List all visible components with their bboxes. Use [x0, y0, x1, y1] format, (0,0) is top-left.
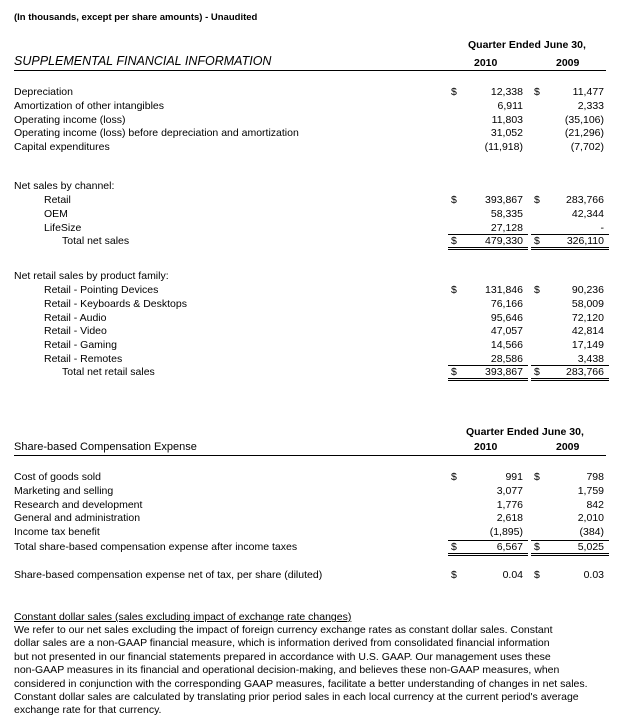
sbc-total-label: Total share-based compensation expense after income taxes [14, 541, 298, 553]
channel-heading: Net sales by channel: [14, 180, 115, 192]
supplemental-row-value-2009: (21,296) [564, 127, 604, 140]
supplemental-row-value-2009: (35,106) [564, 113, 604, 126]
paragraph-line: but not presented in our financial statements prepared in accordance with U.S. GAAP. Our management uses these [14, 650, 551, 663]
family-row-value-2009: 42,814 [571, 325, 604, 338]
channel-row-value-2009: 42,344 [571, 207, 604, 220]
sbc-row-value-2010: (1,895) [489, 526, 523, 539]
sbc-row-value-2010: 2,618 [496, 512, 523, 525]
family-row-label: Retail - Pointing Devices [44, 284, 159, 296]
channel-row-label: LifeSize [44, 221, 82, 234]
sbc-row-value-2010: 1,776 [496, 498, 523, 511]
total-net-retail-sales-dollar-2010: $ [451, 366, 457, 378]
channel-row-label: OEM [44, 207, 68, 220]
total-double-rule [531, 553, 609, 556]
total-net-retail-sales-value-2010: 393,867 [485, 366, 523, 378]
sbc-row-label: General and administration [14, 512, 141, 525]
sbc-title: Share-based Compensation Expense [14, 441, 197, 453]
supplemental-row-dollar-2010: $ [451, 86, 457, 98]
supplemental-row-label: Capital expenditures [14, 141, 110, 154]
header-rule-1 [14, 70, 606, 71]
total-double-rule [448, 247, 528, 250]
family-row-value-2010: 28,586 [490, 353, 523, 365]
sbc-row-value-2009: 842 [586, 498, 604, 511]
family-row-value-2010: 14,566 [490, 339, 523, 352]
period-header-1: Quarter Ended June 30, [468, 39, 586, 51]
sbc-per-share-label: Share-based compensation expense net of tax, per share (diluted) [14, 569, 323, 581]
supplemental-row-dollar-2009: $ [534, 86, 540, 98]
channel-row-value-2009: 283,766 [566, 194, 604, 206]
family-heading: Net retail sales by product family: [14, 270, 169, 282]
sbc-row-label: Income tax benefit [14, 526, 100, 539]
total-net-sales-value-2010: 479,330 [485, 235, 523, 247]
channel-row-dollar-2009: $ [534, 194, 540, 206]
supplemental-row-label: Operating income (loss) [14, 113, 126, 126]
paragraph-line: considered in conjunction with the corresponding GAAP measures, facilitate a better understanding of changes in net sales. [14, 677, 588, 690]
total-double-rule [448, 553, 528, 556]
family-row-value-2009: 3,438 [577, 353, 604, 365]
channel-row-label: Retail [44, 194, 71, 206]
paragraph-line: exchange rate for that currency. [14, 704, 162, 717]
family-row-value-2010: 76,166 [490, 297, 523, 310]
supplemental-row-value-2010: (11,918) [484, 141, 523, 154]
sbc-per-share-dollar-2010: $ [451, 569, 457, 581]
sbc-row-value-2009: 2,010 [577, 512, 604, 525]
sbc-year-2009: 2009 [556, 441, 580, 453]
constant-dollar-heading: Constant dollar sales (sales excluding impact of exchange rate changes) [14, 611, 352, 623]
family-row-value-2010: 131,846 [485, 284, 523, 296]
sbc-total-value-2009: 5,025 [577, 541, 604, 553]
family-row-value-2010: 47,057 [490, 325, 523, 338]
sbc-row-value-2010: 3,077 [496, 484, 523, 497]
supplemental-row-value-2010: 6,911 [497, 99, 523, 112]
total-net-sales-dollar-2009: $ [534, 235, 540, 247]
paragraph-line: Constant dollar sales are calculated by translating prior period sales in each local currency at the current period's average [14, 691, 579, 704]
channel-row-dollar-2010: $ [451, 194, 457, 206]
family-row-value-2009: 90,236 [571, 284, 604, 296]
sbc-row-value-2010: 991 [505, 471, 523, 483]
constant-dollar-paragraph [14, 624, 624, 718]
supplemental-row-value-2009: (7,702) [570, 141, 604, 154]
family-row-value-2009: 72,120 [571, 311, 604, 324]
sbc-row-value-2009: 1,759 [577, 484, 604, 497]
sbc-row-label: Cost of goods sold [14, 471, 101, 483]
total-net-sales-value-2009: 326,110 [566, 235, 604, 247]
family-row-dollar-2009: $ [534, 284, 540, 296]
sbc-year-2010: 2010 [474, 441, 498, 453]
total-net-retail-sales-value-2009: 283,766 [566, 366, 604, 378]
family-row-label: Retail - Gaming [44, 339, 117, 352]
period-header-2: Quarter Ended June 30, [466, 426, 584, 438]
sbc-row-dollar-2009: $ [534, 471, 540, 483]
channel-row-value-2009: - [600, 221, 604, 234]
family-row-label: Retail - Audio [44, 311, 107, 324]
supplemental-row-value-2010: 11,803 [491, 113, 523, 126]
year-header-2009: 2009 [556, 57, 580, 69]
paragraph-line: We refer to our net sales excluding the impact of foreign currency exchange rates as constant dollar sales. Constant [14, 624, 553, 636]
family-row-value-2010: 95,646 [490, 311, 523, 324]
supplemental-row-label: Operating income (loss) before depreciation and amortization [14, 127, 299, 140]
sbc-row-value-2009: (384) [579, 526, 604, 539]
supplemental-row-value-2010: 12,338 [490, 86, 523, 98]
family-row-label: Retail - Remotes [44, 353, 123, 365]
sbc-row-dollar-2010: $ [451, 471, 457, 483]
total-double-rule [448, 378, 528, 381]
family-row-label: Retail - Keyboards & Desktops [44, 297, 187, 310]
sbc-total-value-2010: 6,567 [496, 541, 523, 553]
sbc-per-share-value-2010: 0.04 [502, 569, 523, 581]
total-net-retail-sales-dollar-2009: $ [534, 366, 540, 378]
sbc-total-dollar-2009: $ [534, 541, 540, 553]
section-title: SUPPLEMENTAL FINANCIAL INFORMATION [14, 54, 272, 68]
sbc-row-value-2009: 798 [586, 471, 604, 483]
supplemental-row-value-2009: 11,477 [572, 86, 604, 98]
family-row-value-2009: 17,149 [571, 339, 604, 352]
total-net-retail-sales-label: Total net retail sales [62, 366, 155, 378]
family-row-value-2009: 58,009 [571, 297, 604, 310]
year-header-2010: 2010 [474, 57, 498, 69]
family-row-dollar-2010: $ [451, 284, 457, 296]
sbc-per-share-value-2009: 0.03 [583, 569, 604, 581]
total-net-sales-label: Total net sales [62, 235, 130, 247]
family-row-label: Retail - Video [44, 325, 107, 338]
channel-row-value-2010: 27,128 [490, 221, 523, 234]
channel-row-value-2010: 58,335 [490, 207, 523, 220]
paragraph-line: non-GAAP measures in its financial and operational decision-making, and believes these non-GAAP measures, when [14, 664, 560, 677]
paragraph-line: dollar sales are a non-GAAP financial measure, which is information derived from consolidated financial information [14, 637, 550, 650]
total-double-rule [531, 247, 609, 250]
sbc-row-label: Research and development [14, 498, 143, 511]
sbc-per-share-dollar-2009: $ [534, 569, 540, 581]
top-note: (In thousands, except per share amounts) - Unaudited [14, 12, 258, 23]
supplemental-row-value-2009: 2,333 [577, 99, 604, 112]
header-rule-2 [14, 455, 606, 456]
total-net-sales-dollar-2010: $ [451, 235, 457, 247]
sbc-total-dollar-2010: $ [451, 541, 457, 553]
supplemental-row-label: Amortization of other intangibles [14, 99, 164, 112]
channel-row-value-2010: 393,867 [485, 194, 523, 206]
supplemental-row-value-2010: 31,052 [490, 127, 523, 140]
total-double-rule [531, 378, 609, 381]
supplemental-row-label: Depreciation [14, 86, 73, 98]
sbc-row-label: Marketing and selling [14, 484, 114, 497]
